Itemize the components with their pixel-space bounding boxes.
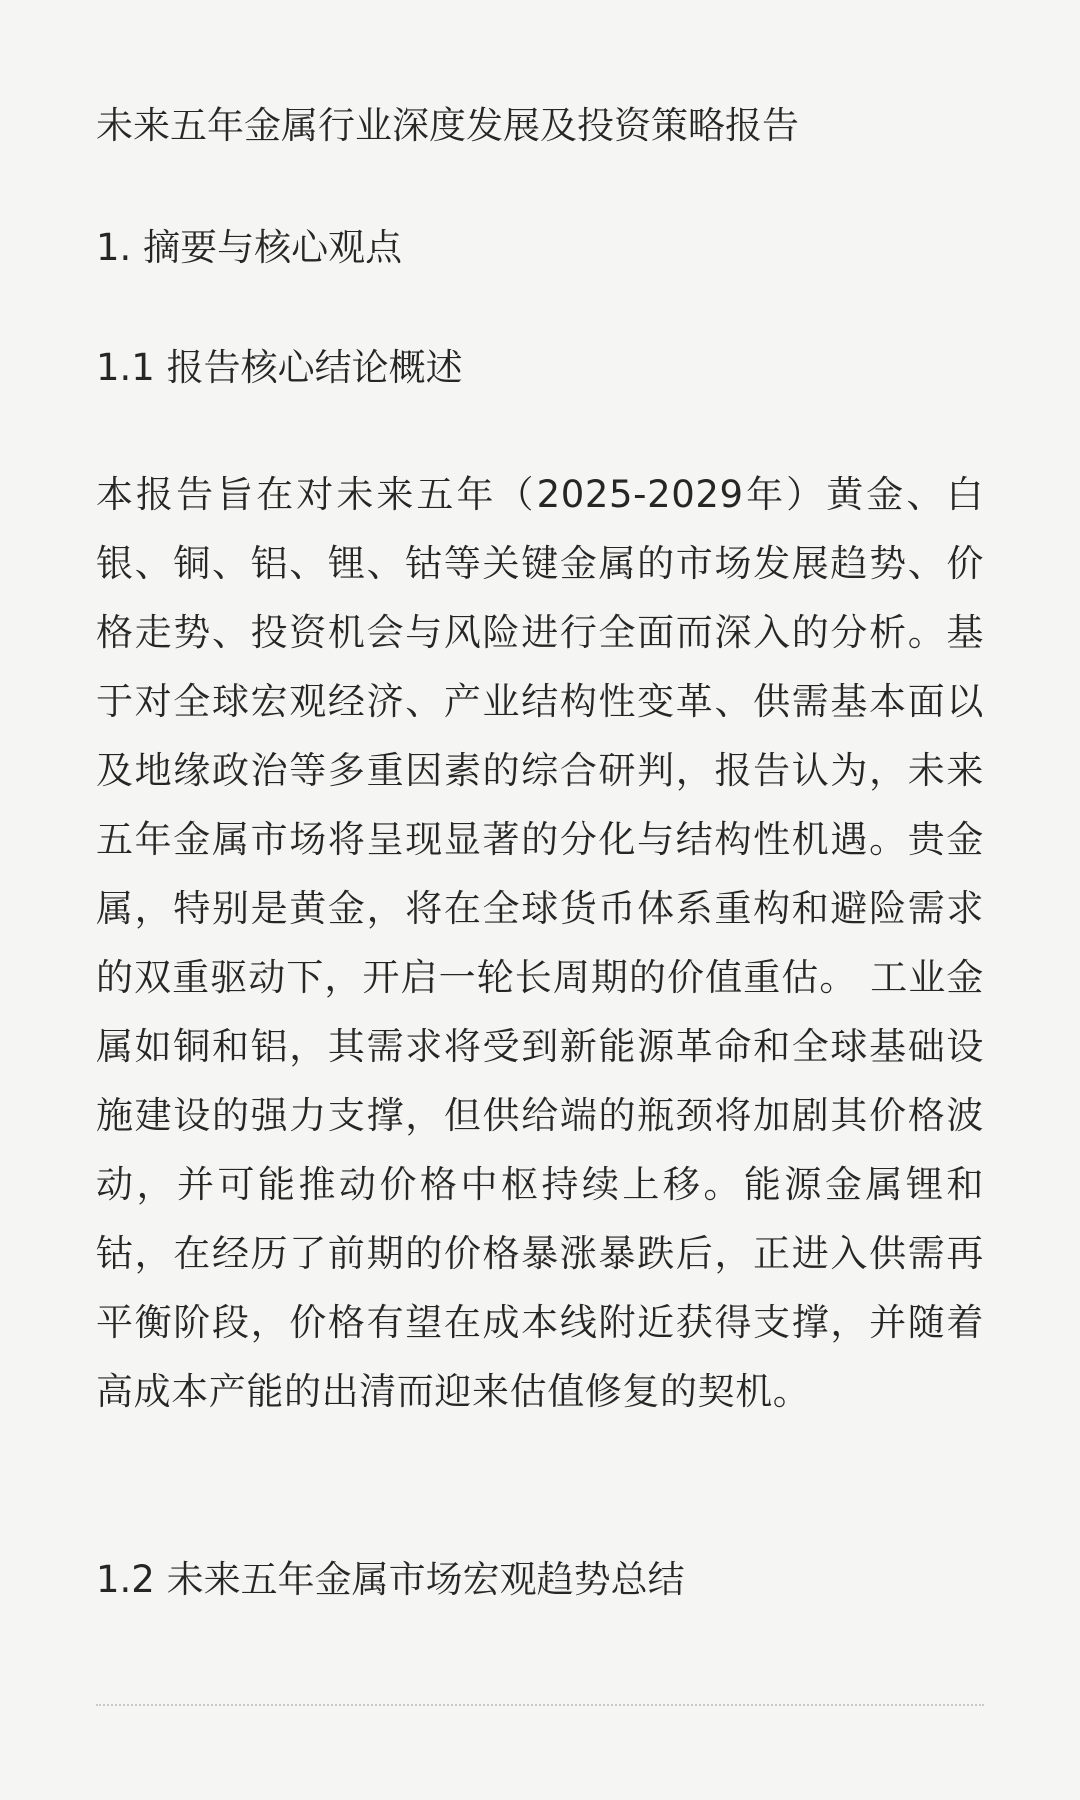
document-title: 未来五年金属行业深度发展及投资策略报告	[96, 104, 799, 147]
document-page	[96, 0, 984, 1800]
subsection-heading-1-1: 1.1 报告核心结论概述	[96, 346, 463, 389]
section-heading: 1. 摘要与核心观点	[96, 226, 403, 269]
dotted-divider	[96, 1704, 984, 1706]
subsection-heading-1-2: 1.2 未来五年金属市场宏观趋势总结	[96, 1558, 685, 1601]
subsection-body-1-1: 本报告旨在对未来五年（2025-2029年）黄金、白银、铜、铝、锂、钴等关键金属的市场发展趋势、价格走势、投资机会与风险进行全面而深入的分析。基于对全球宏观经济、产业结构性变革、供需基本面以及地缘政治等多重因素的综合研判，报告认为，未来五年金属市场将呈现显著的分化与结构性机遇。贵金属，特别是黄金，将在全球货币体系重构和避险需求的双重驱动下，开启一轮长周期的价值重估。 工业金属如铜和铝，其需求将受到新能源革命和全球基础设施建设的强力支撑，但供给端的瓶颈将加剧其价格波动，并可能推动价格中枢持续上移。能源金属锂和钴，在经历了前期的价格暴涨暴跌后，正进入供需再平衡阶段，价格有望在成本线附近获得支撑，并随着高成本产能的出清而迎来估值修复的契机。	[96, 473, 984, 1413]
